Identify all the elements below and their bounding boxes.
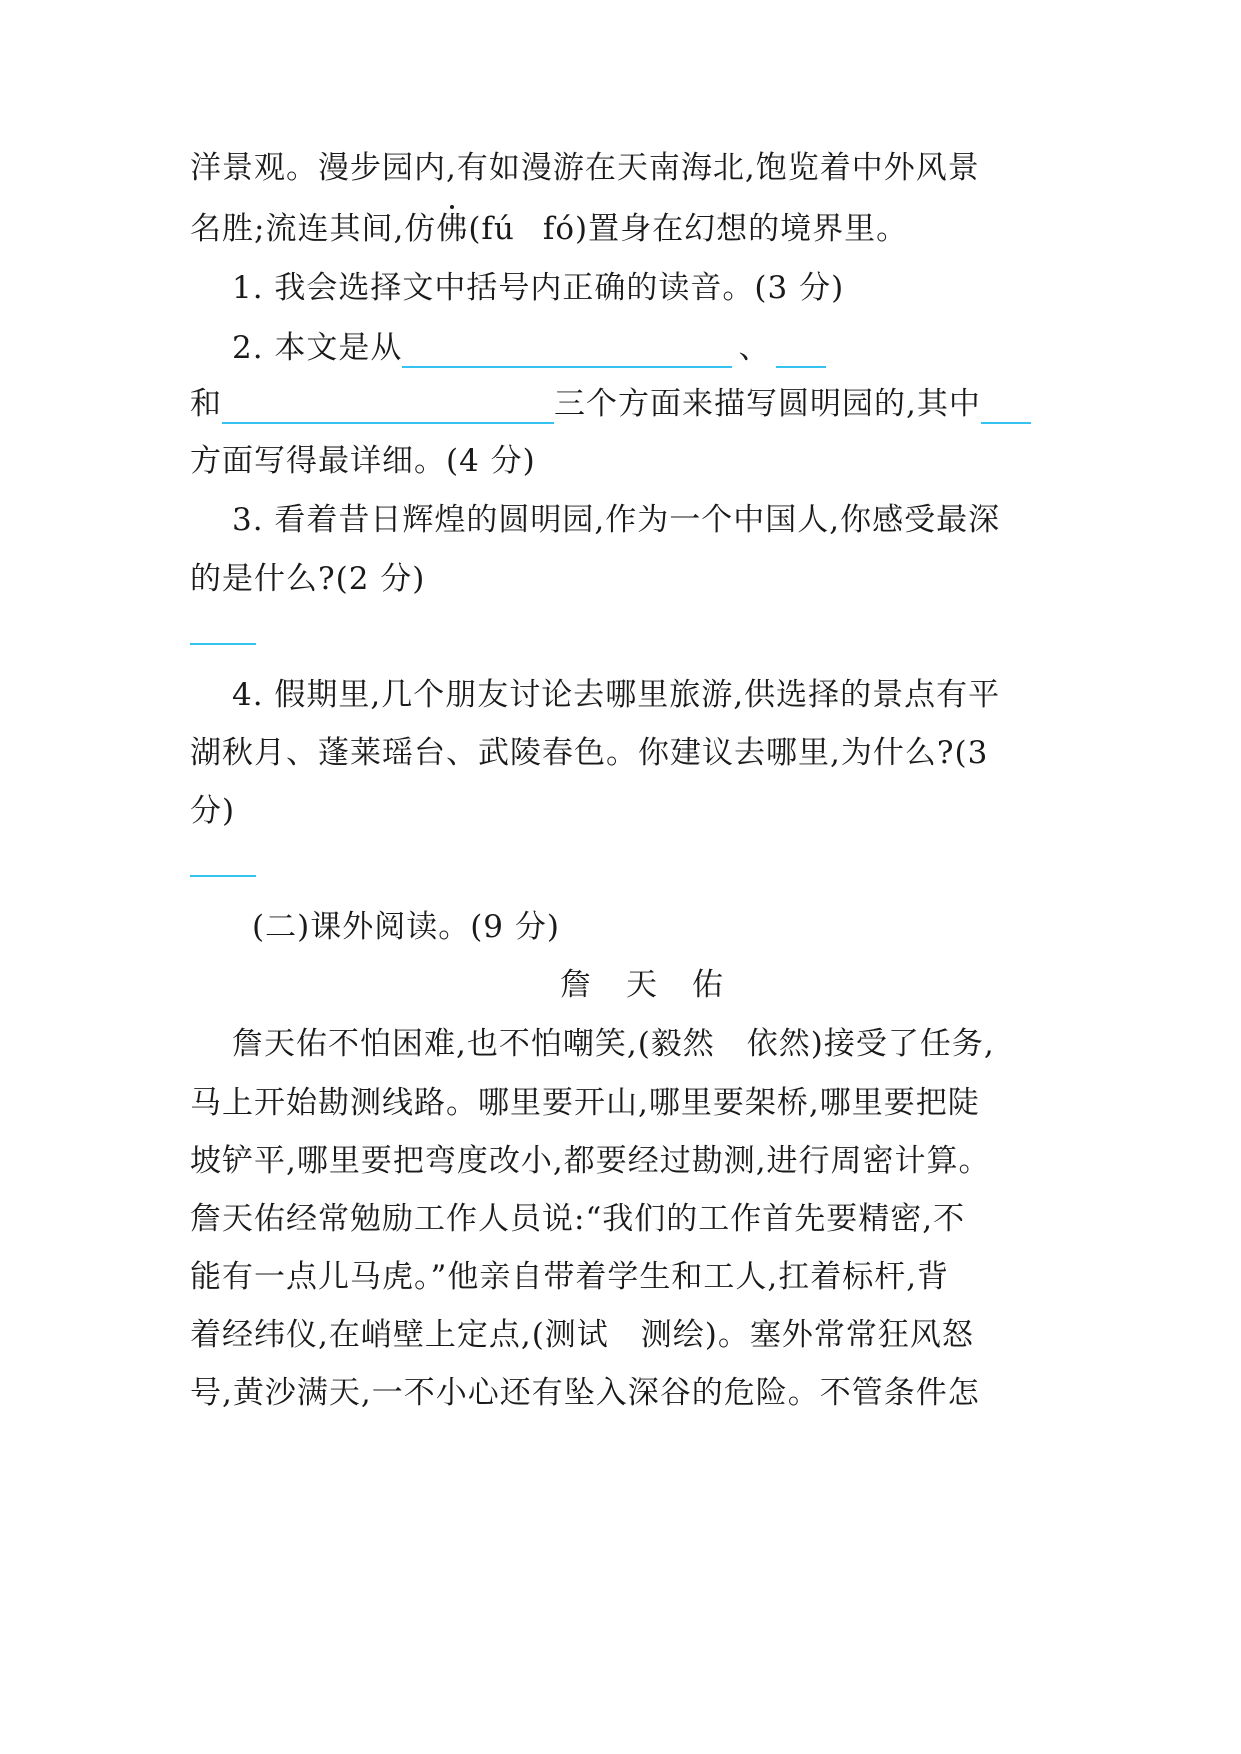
question-2-he: 和 [190,386,222,422]
title-char-1: 詹 [560,967,592,1003]
answer-blank-1[interactable] [402,340,732,368]
title-char-2: 天 [626,967,658,1003]
reading-line-3: 坡铲平,哪里要把弯度改小,都要经过勘测,进行周密计算。 [190,1143,991,1179]
section-heading: (二)课外阅读。(9 分) [252,909,560,945]
reading-line-2: 马上开始勘测线路。哪里要开山,哪里要架桥,哪里要把陡 [190,1085,980,1121]
separator: 、 [738,330,771,366]
passage-line-1: 洋景观。漫步园内,有如漫游在天南海北,饱览着中外风景 [190,150,980,186]
reading-title [560,965,724,1005]
question-4-line-2: 湖秋月、蓬莱瑶台、武陵春色。你建议去哪里,为什么?(3 [190,735,989,771]
question-2-mid: 三个方面来描写圆明园的,其中 [554,386,981,422]
question-2-intro: 2. 本文是从 [232,330,403,366]
question-3-line-2: 的是什么?(2 分) [190,561,426,597]
answer-blank-4[interactable] [981,396,1031,424]
emphasized-char: 佛 [436,211,469,247]
answer-blank-2[interactable] [776,340,826,368]
reading-line-4: 詹天佑经常勉励工作人员说:“我们的工作首先要精密,不 [190,1201,966,1237]
question-2-line-2 [190,384,1031,424]
reading-line-6: 着经纬仪,在峭壁上定点,(测试 测绘)。塞外常常狂风怒 [190,1317,974,1353]
reading-line-1: 詹天佑不怕困难,也不怕嘲笑,(毅然 依然)接受了任务, [232,1026,995,1062]
reading-line-7: 号,黄沙满天,一不小心还有坠入深谷的危险。不管条件怎 [190,1375,980,1411]
question-4-line-1: 4. 假期里,几个朋友讨论去哪里旅游,供选择的景点有平 [232,677,1001,713]
passage-line-2-start: 名胜;流连其间,仿 [190,211,437,247]
question-2-line-3: 方面写得最详细。(4 分) [190,443,536,479]
passage-line-2 [190,209,908,249]
question-3-line-1: 3. 看着昔日辉煌的圆明园,作为一个中国人,你感受最深 [232,502,1001,538]
question-2-line-1 [232,328,826,368]
question-1: 1. 我会选择文中括号内正确的读音。(3 分) [232,270,845,306]
reading-line-5: 能有一点儿马虎。”他亲自带着学生和工人,扛着标杆,背 [190,1259,950,1295]
answer-blank-3[interactable] [222,396,554,424]
pinyin-option-2: fó)置身在幻想的境界里。 [542,211,909,247]
title-char-3: 佑 [692,967,724,1003]
answer-line-q3[interactable] [190,643,256,645]
answer-line-q4[interactable] [190,875,256,877]
question-4-line-3: 分) [190,793,236,829]
pinyin-option-1: (fú [468,211,515,247]
